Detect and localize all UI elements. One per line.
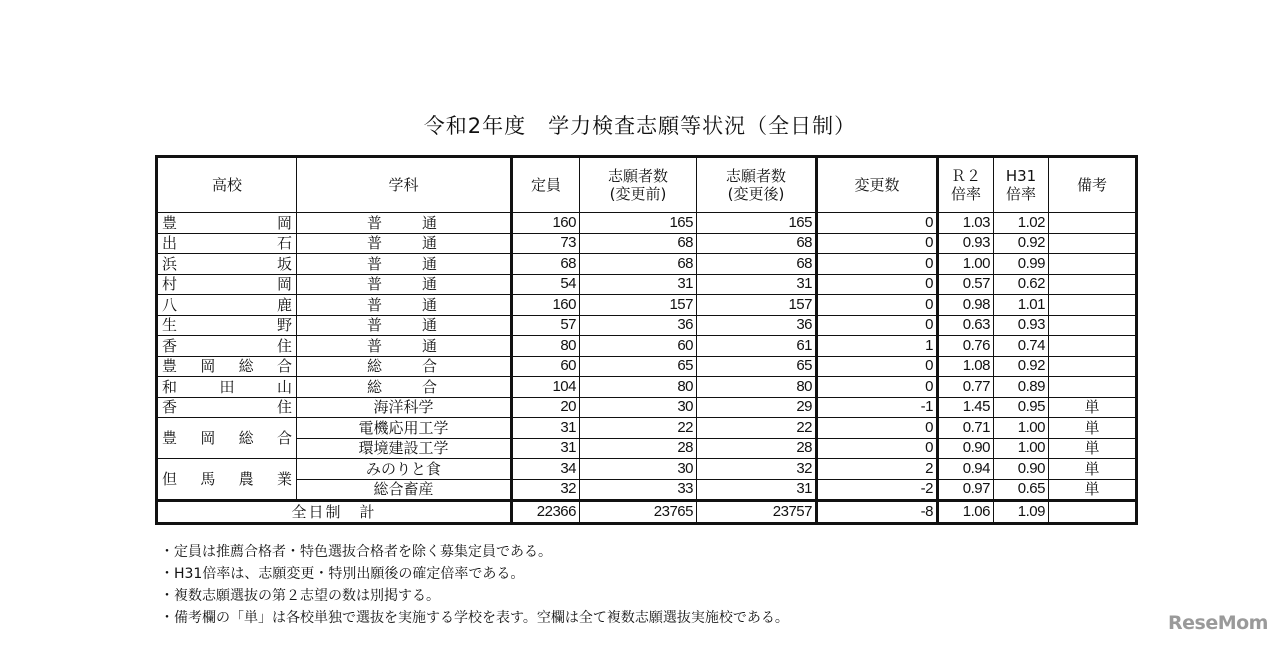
school-name-cell: 村岡 — [157, 274, 297, 295]
school-name-cell: 香住 — [157, 336, 297, 357]
r2-ratio-cell: 1.45 — [938, 397, 994, 418]
department-cell: 普通 — [297, 295, 512, 316]
table-row — [157, 459, 1137, 480]
note-cell — [1049, 356, 1137, 377]
department-cell: 電機応用工学 — [297, 418, 512, 439]
header-before: 志願者数 (変更前) — [580, 157, 697, 213]
change-count-cell: 1 — [817, 336, 938, 357]
applicants-before-cell: 68 — [580, 254, 697, 275]
capacity-cell: 160 — [512, 213, 580, 234]
r2-ratio-cell: 0.98 — [938, 295, 994, 316]
applicants-before-cell: 30 — [580, 459, 697, 480]
department-cell: 普通 — [297, 315, 512, 336]
r2-ratio-cell: 1.00 — [938, 254, 994, 275]
department-cell: 総合畜産 — [297, 479, 512, 501]
change-count-cell: -2 — [817, 479, 938, 501]
header-school: 高校 — [157, 157, 297, 213]
r2-ratio-cell: 0.93 — [938, 233, 994, 254]
applicants-before-cell: 80 — [580, 377, 697, 398]
department-cell: 海洋科学 — [297, 397, 512, 418]
school-name-cell: 八鹿 — [157, 295, 297, 316]
capacity-cell: 20 — [512, 397, 580, 418]
note-cell — [1049, 295, 1137, 316]
change-count-cell: 0 — [817, 295, 938, 316]
capacity-cell: 60 — [512, 356, 580, 377]
footnote: ・複数志願選抜の第２志望の数は別掲する。 — [160, 588, 440, 604]
table-row — [157, 315, 1137, 336]
h31-ratio-cell: 1.01 — [994, 295, 1049, 316]
total-change: -8 — [817, 501, 938, 524]
note-cell: 単 — [1049, 479, 1137, 501]
department-cell: 総合 — [297, 356, 512, 377]
applicants-before-cell: 165 — [580, 213, 697, 234]
applicants-after-cell: 65 — [697, 356, 817, 377]
h31-ratio-cell: 0.74 — [994, 336, 1049, 357]
footnotes — [160, 541, 789, 629]
r2-ratio-cell: 0.71 — [938, 418, 994, 439]
header-h31: H31 倍率 — [994, 157, 1049, 213]
applicants-after-cell: 157 — [697, 295, 817, 316]
applicants-after-cell: 68 — [697, 254, 817, 275]
total-capacity: 22366 — [512, 501, 580, 524]
capacity-cell: 32 — [512, 479, 580, 501]
school-name-cell: 和田山 — [157, 377, 297, 398]
table-row — [157, 438, 1137, 459]
note-cell — [1049, 274, 1137, 295]
note-cell — [1049, 213, 1137, 234]
h31-ratio-cell: 0.90 — [994, 459, 1049, 480]
applicants-after-cell: 61 — [697, 336, 817, 357]
table-row — [157, 254, 1137, 275]
capacity-cell: 31 — [512, 438, 580, 459]
note-cell: 単 — [1049, 459, 1137, 480]
r2-ratio-cell: 0.76 — [938, 336, 994, 357]
h31-ratio-cell: 0.92 — [994, 233, 1049, 254]
note-cell — [1049, 233, 1137, 254]
r2-ratio-cell: 0.94 — [938, 459, 994, 480]
change-count-cell: 0 — [817, 315, 938, 336]
applicants-before-cell: 30 — [580, 397, 697, 418]
capacity-cell: 54 — [512, 274, 580, 295]
h31-ratio-cell: 0.99 — [994, 254, 1049, 275]
change-count-cell: -1 — [817, 397, 938, 418]
note-cell — [1049, 377, 1137, 398]
school-name-cell: 但馬農業 — [157, 459, 297, 501]
department-cell: 普通 — [297, 254, 512, 275]
h31-ratio-cell: 0.95 — [994, 397, 1049, 418]
total-h31: 1.09 — [994, 501, 1049, 524]
change-count-cell: 0 — [817, 213, 938, 234]
applicants-before-cell: 68 — [580, 233, 697, 254]
resemom-logo: ReseMom — [1168, 612, 1268, 634]
applicants-before-cell: 36 — [580, 315, 697, 336]
table-row — [157, 397, 1137, 418]
capacity-cell: 31 — [512, 418, 580, 439]
note-cell: 単 — [1049, 418, 1137, 439]
applicants-before-cell: 31 — [580, 274, 697, 295]
header-capacity: 定員 — [512, 157, 580, 213]
table-row — [157, 479, 1137, 501]
header-note: 備考 — [1049, 157, 1137, 213]
document-title: 令和2年度 学力検査志願等状況（全日制） — [423, 114, 857, 138]
h31-ratio-cell: 1.00 — [994, 438, 1049, 459]
r2-ratio-cell: 0.63 — [938, 315, 994, 336]
h31-ratio-cell: 0.92 — [994, 356, 1049, 377]
applicants-before-cell: 157 — [580, 295, 697, 316]
total-after: 23757 — [697, 501, 817, 524]
applicants-before-cell: 33 — [580, 479, 697, 501]
r2-ratio-cell: 0.97 — [938, 479, 994, 501]
h31-ratio-cell: 1.00 — [994, 418, 1049, 439]
r2-ratio-cell: 1.03 — [938, 213, 994, 234]
h31-ratio-cell: 0.93 — [994, 315, 1049, 336]
table-row — [157, 377, 1137, 398]
table-row — [157, 233, 1137, 254]
table-row — [157, 356, 1137, 377]
change-count-cell: 0 — [817, 254, 938, 275]
capacity-cell: 160 — [512, 295, 580, 316]
applicants-after-cell: 31 — [697, 479, 817, 501]
applicants-after-cell: 32 — [697, 459, 817, 480]
change-count-cell: 2 — [817, 459, 938, 480]
department-cell: 普通 — [297, 233, 512, 254]
capacity-cell: 104 — [512, 377, 580, 398]
footnote: ・H31倍率は、志願変更・特別出願後の確定倍率である。 — [160, 566, 525, 582]
total-r2: 1.06 — [938, 501, 994, 524]
note-cell: 単 — [1049, 438, 1137, 459]
applicants-after-cell: 31 — [697, 274, 817, 295]
total-row — [157, 501, 1137, 524]
applicants-after-cell: 36 — [697, 315, 817, 336]
applicants-before-cell: 28 — [580, 438, 697, 459]
change-count-cell: 0 — [817, 233, 938, 254]
applicants-after-cell: 165 — [697, 213, 817, 234]
header-after: 志願者数 (変更後) — [697, 157, 817, 213]
department-cell: 普通 — [297, 336, 512, 357]
header-change: 変更数 — [817, 157, 938, 213]
applicants-before-cell: 65 — [580, 356, 697, 377]
school-name-cell: 浜坂 — [157, 254, 297, 275]
table-row — [157, 336, 1137, 357]
total-label: 全日制 計 — [157, 501, 512, 524]
department-cell: 普通 — [297, 274, 512, 295]
capacity-cell: 57 — [512, 315, 580, 336]
h31-ratio-cell: 0.65 — [994, 479, 1049, 501]
change-count-cell: 0 — [817, 418, 938, 439]
total-before: 23765 — [580, 501, 697, 524]
r2-ratio-cell: 1.08 — [938, 356, 994, 377]
school-name-cell: 豊岡総合 — [157, 418, 297, 459]
applicants-before-cell: 60 — [580, 336, 697, 357]
applicants-before-cell: 22 — [580, 418, 697, 439]
applicants-after-cell: 29 — [697, 397, 817, 418]
footnote: ・定員は推薦合格者・特色選抜合格者を除く募集定員である。 — [160, 544, 552, 560]
table-row — [157, 213, 1137, 234]
capacity-cell: 68 — [512, 254, 580, 275]
capacity-cell: 73 — [512, 233, 580, 254]
h31-ratio-cell: 0.62 — [994, 274, 1049, 295]
school-name-cell: 生野 — [157, 315, 297, 336]
header-dept: 学科 — [297, 157, 512, 213]
department-cell: みのりと食 — [297, 459, 512, 480]
school-name-cell: 香住 — [157, 397, 297, 418]
note-cell: 単 — [1049, 397, 1137, 418]
h31-ratio-cell: 1.02 — [994, 213, 1049, 234]
r2-ratio-cell: 0.77 — [938, 377, 994, 398]
application-status-table — [155, 155, 1138, 525]
r2-ratio-cell: 0.57 — [938, 274, 994, 295]
department-cell: 環境建設工学 — [297, 438, 512, 459]
change-count-cell: 0 — [817, 356, 938, 377]
note-cell — [1049, 336, 1137, 357]
applicants-after-cell: 22 — [697, 418, 817, 439]
total-note — [1049, 501, 1137, 524]
note-cell — [1049, 315, 1137, 336]
change-count-cell: 0 — [817, 274, 938, 295]
table-row — [157, 295, 1137, 316]
applicants-after-cell: 28 — [697, 438, 817, 459]
applicants-after-cell: 68 — [697, 233, 817, 254]
capacity-cell: 80 — [512, 336, 580, 357]
school-name-cell: 出石 — [157, 233, 297, 254]
table-header-row — [157, 157, 1137, 213]
applicants-after-cell: 80 — [697, 377, 817, 398]
capacity-cell: 34 — [512, 459, 580, 480]
department-cell: 普通 — [297, 213, 512, 234]
department-cell: 総合 — [297, 377, 512, 398]
change-count-cell: 0 — [817, 377, 938, 398]
h31-ratio-cell: 0.89 — [994, 377, 1049, 398]
table-row — [157, 274, 1137, 295]
note-cell — [1049, 254, 1137, 275]
r2-ratio-cell: 0.90 — [938, 438, 994, 459]
header-r2: Ｒ２ 倍率 — [938, 157, 994, 213]
footnote: ・備考欄の「単」は各校単独で選抜を実施する学校を表す。空欄は全て複数志願選抜実施校である。 — [160, 610, 789, 626]
table-row — [157, 418, 1137, 439]
school-name-cell: 豊岡総合 — [157, 356, 297, 377]
change-count-cell: 0 — [817, 438, 938, 459]
school-name-cell: 豊岡 — [157, 213, 297, 234]
